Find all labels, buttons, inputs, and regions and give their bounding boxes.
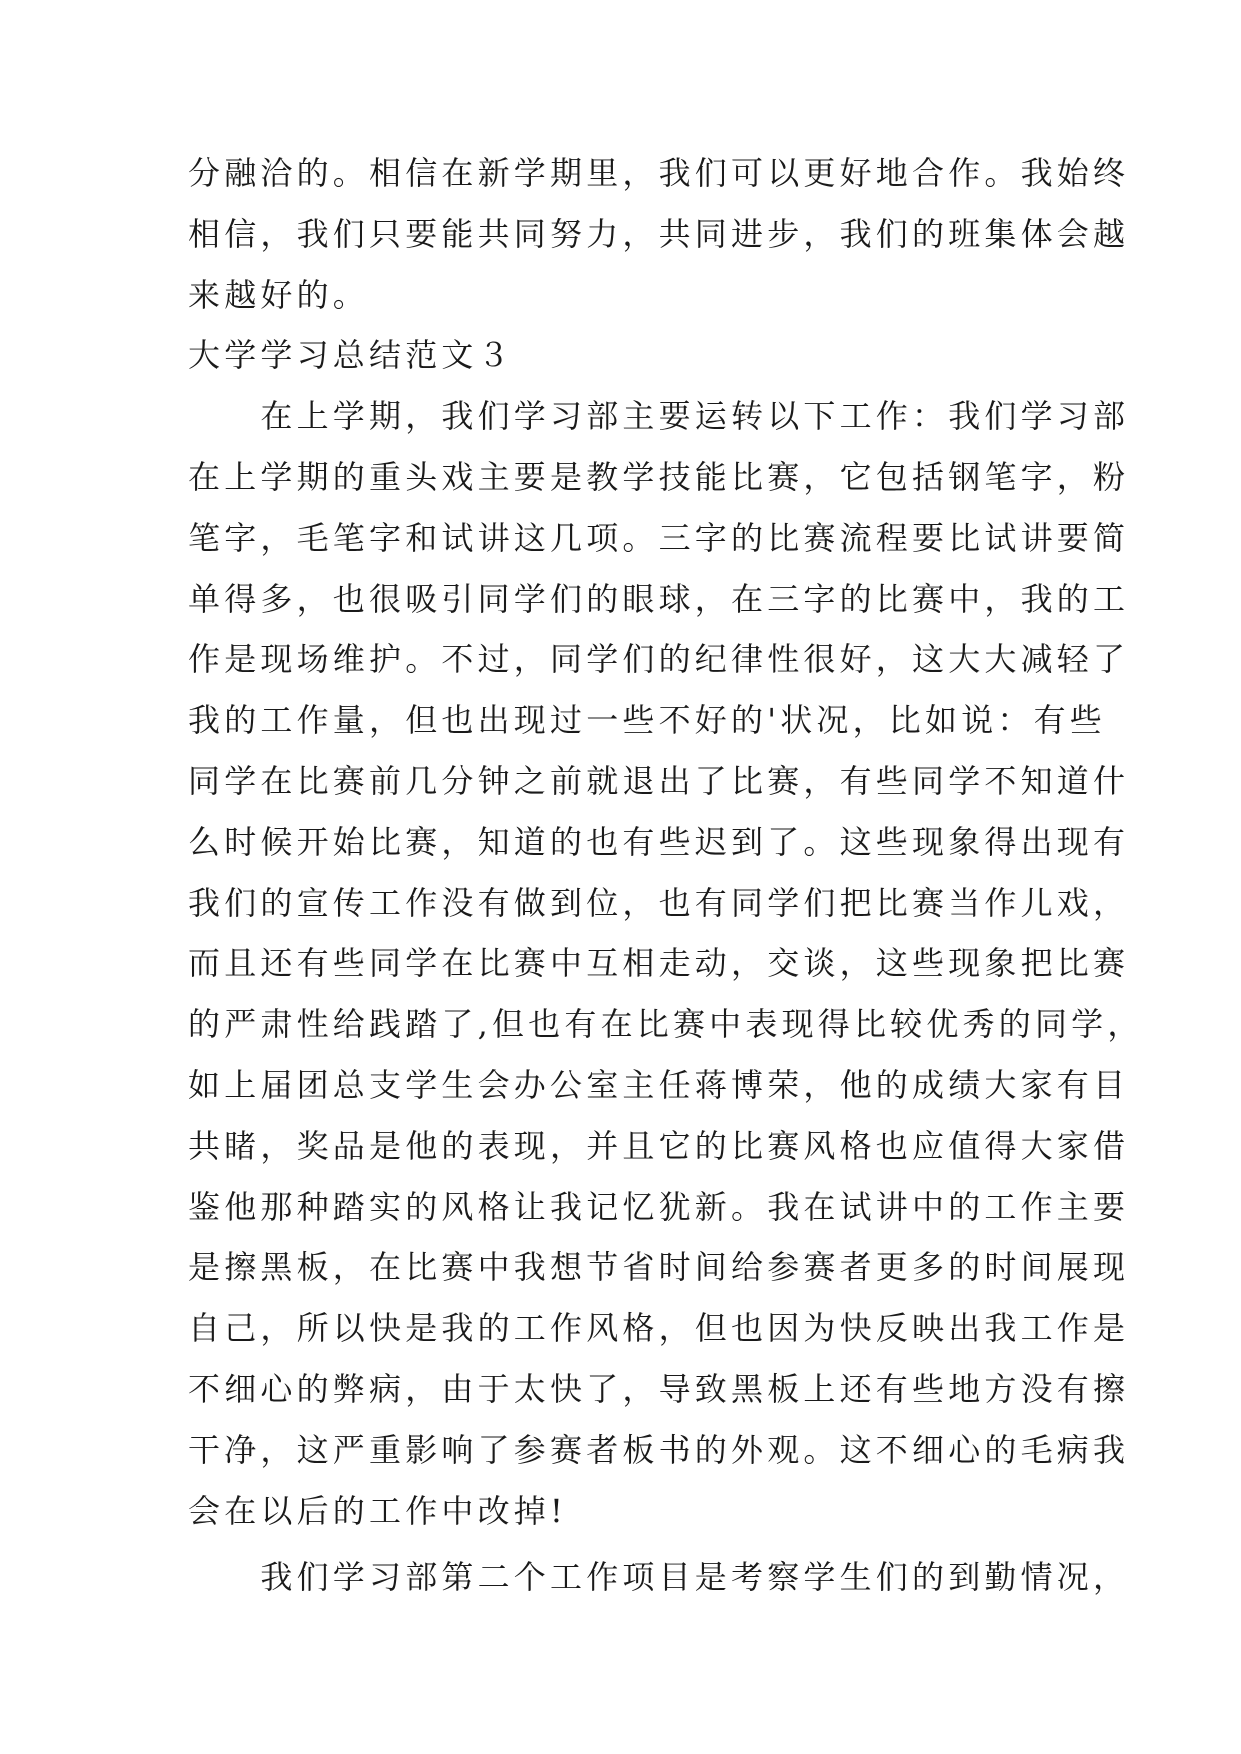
paragraph-line: 我们的宣传工作没有做到位，也有同学们把比赛当作儿戏，	[188, 883, 1130, 922]
paragraph-line: 而且还有些同学在比赛中互相走动，交谈，这些现象把比赛	[188, 944, 1130, 983]
paragraph-line: 不细心的弊病，由于太快了，导致黑板上还有些地方没有擦	[188, 1369, 1130, 1408]
document-body	[188, 143, 1144, 1608]
paragraph-line: 干净，这严重影响了参赛者板书的外观。这不细心的毛病我	[188, 1430, 1130, 1469]
paragraph-line: 如上届团总支学生会办公室主任蒋博荣，他的成绩大家有目	[188, 1065, 1130, 1104]
paragraph-line: 同学在比赛前几分钟之前就退出了比赛，有些同学不知道什	[188, 761, 1130, 800]
paragraph-line: 在上学期，我们学习部主要运转以下工作：我们学习部	[188, 397, 1130, 436]
paragraph-line: 鉴他那种踏实的风格让我记忆犹新。我在试讲中的工作主要	[188, 1187, 1130, 1226]
intro-line: 相信，我们只要能共同努力，共同进步，我们的班集体会越	[188, 214, 1130, 253]
intro-line: 分融洽的。相信在新学期里，我们可以更好地合作。我始终	[188, 154, 1130, 192]
paragraph-line: 共睹，奖品是他的表现，并且它的比赛风格也应值得大家借	[188, 1126, 1130, 1165]
paragraph-line: 自己，所以快是我的工作风格，但也因为快反映出我工作是	[188, 1309, 1130, 1348]
paragraph-line: 我们学习部第二个工作项目是考察学生们的到勤情况，	[188, 1558, 1130, 1597]
intro-line: 来越好的。	[188, 275, 370, 314]
paragraph-line: 是擦黑板，在比赛中我想节省时间给参赛者更多的时间展现	[188, 1248, 1130, 1287]
paragraph-line: 作是现场维护。不过，同学们的纪律性很好，这大大减轻了	[188, 640, 1130, 679]
section-title: 大学学习总结范文３	[188, 336, 514, 375]
paragraph-line: 单得多，也很吸引同学们的眼球，在三字的比赛中，我的工	[188, 579, 1130, 618]
paragraph-line: 的严肃性给践踏了,但也有在比赛中表现得比较优秀的同学，	[188, 1005, 1144, 1044]
paragraph-line: 么时候开始比赛，知道的也有些迟到了。这些现象得出现有	[188, 822, 1130, 861]
paragraph-line: 笔字，毛笔字和试讲这几项。三字的比赛流程要比试讲要简	[188, 518, 1130, 557]
paragraph-line: 会在以后的工作中改掉!	[188, 1491, 568, 1530]
paragraph-line: 在上学期的重头戏主要是教学技能比赛，它包括钢笔字，粉	[188, 457, 1130, 496]
paragraph-line: 我的工作量，但也出现过一些不好的'状况，比如说：有些	[188, 701, 1106, 740]
